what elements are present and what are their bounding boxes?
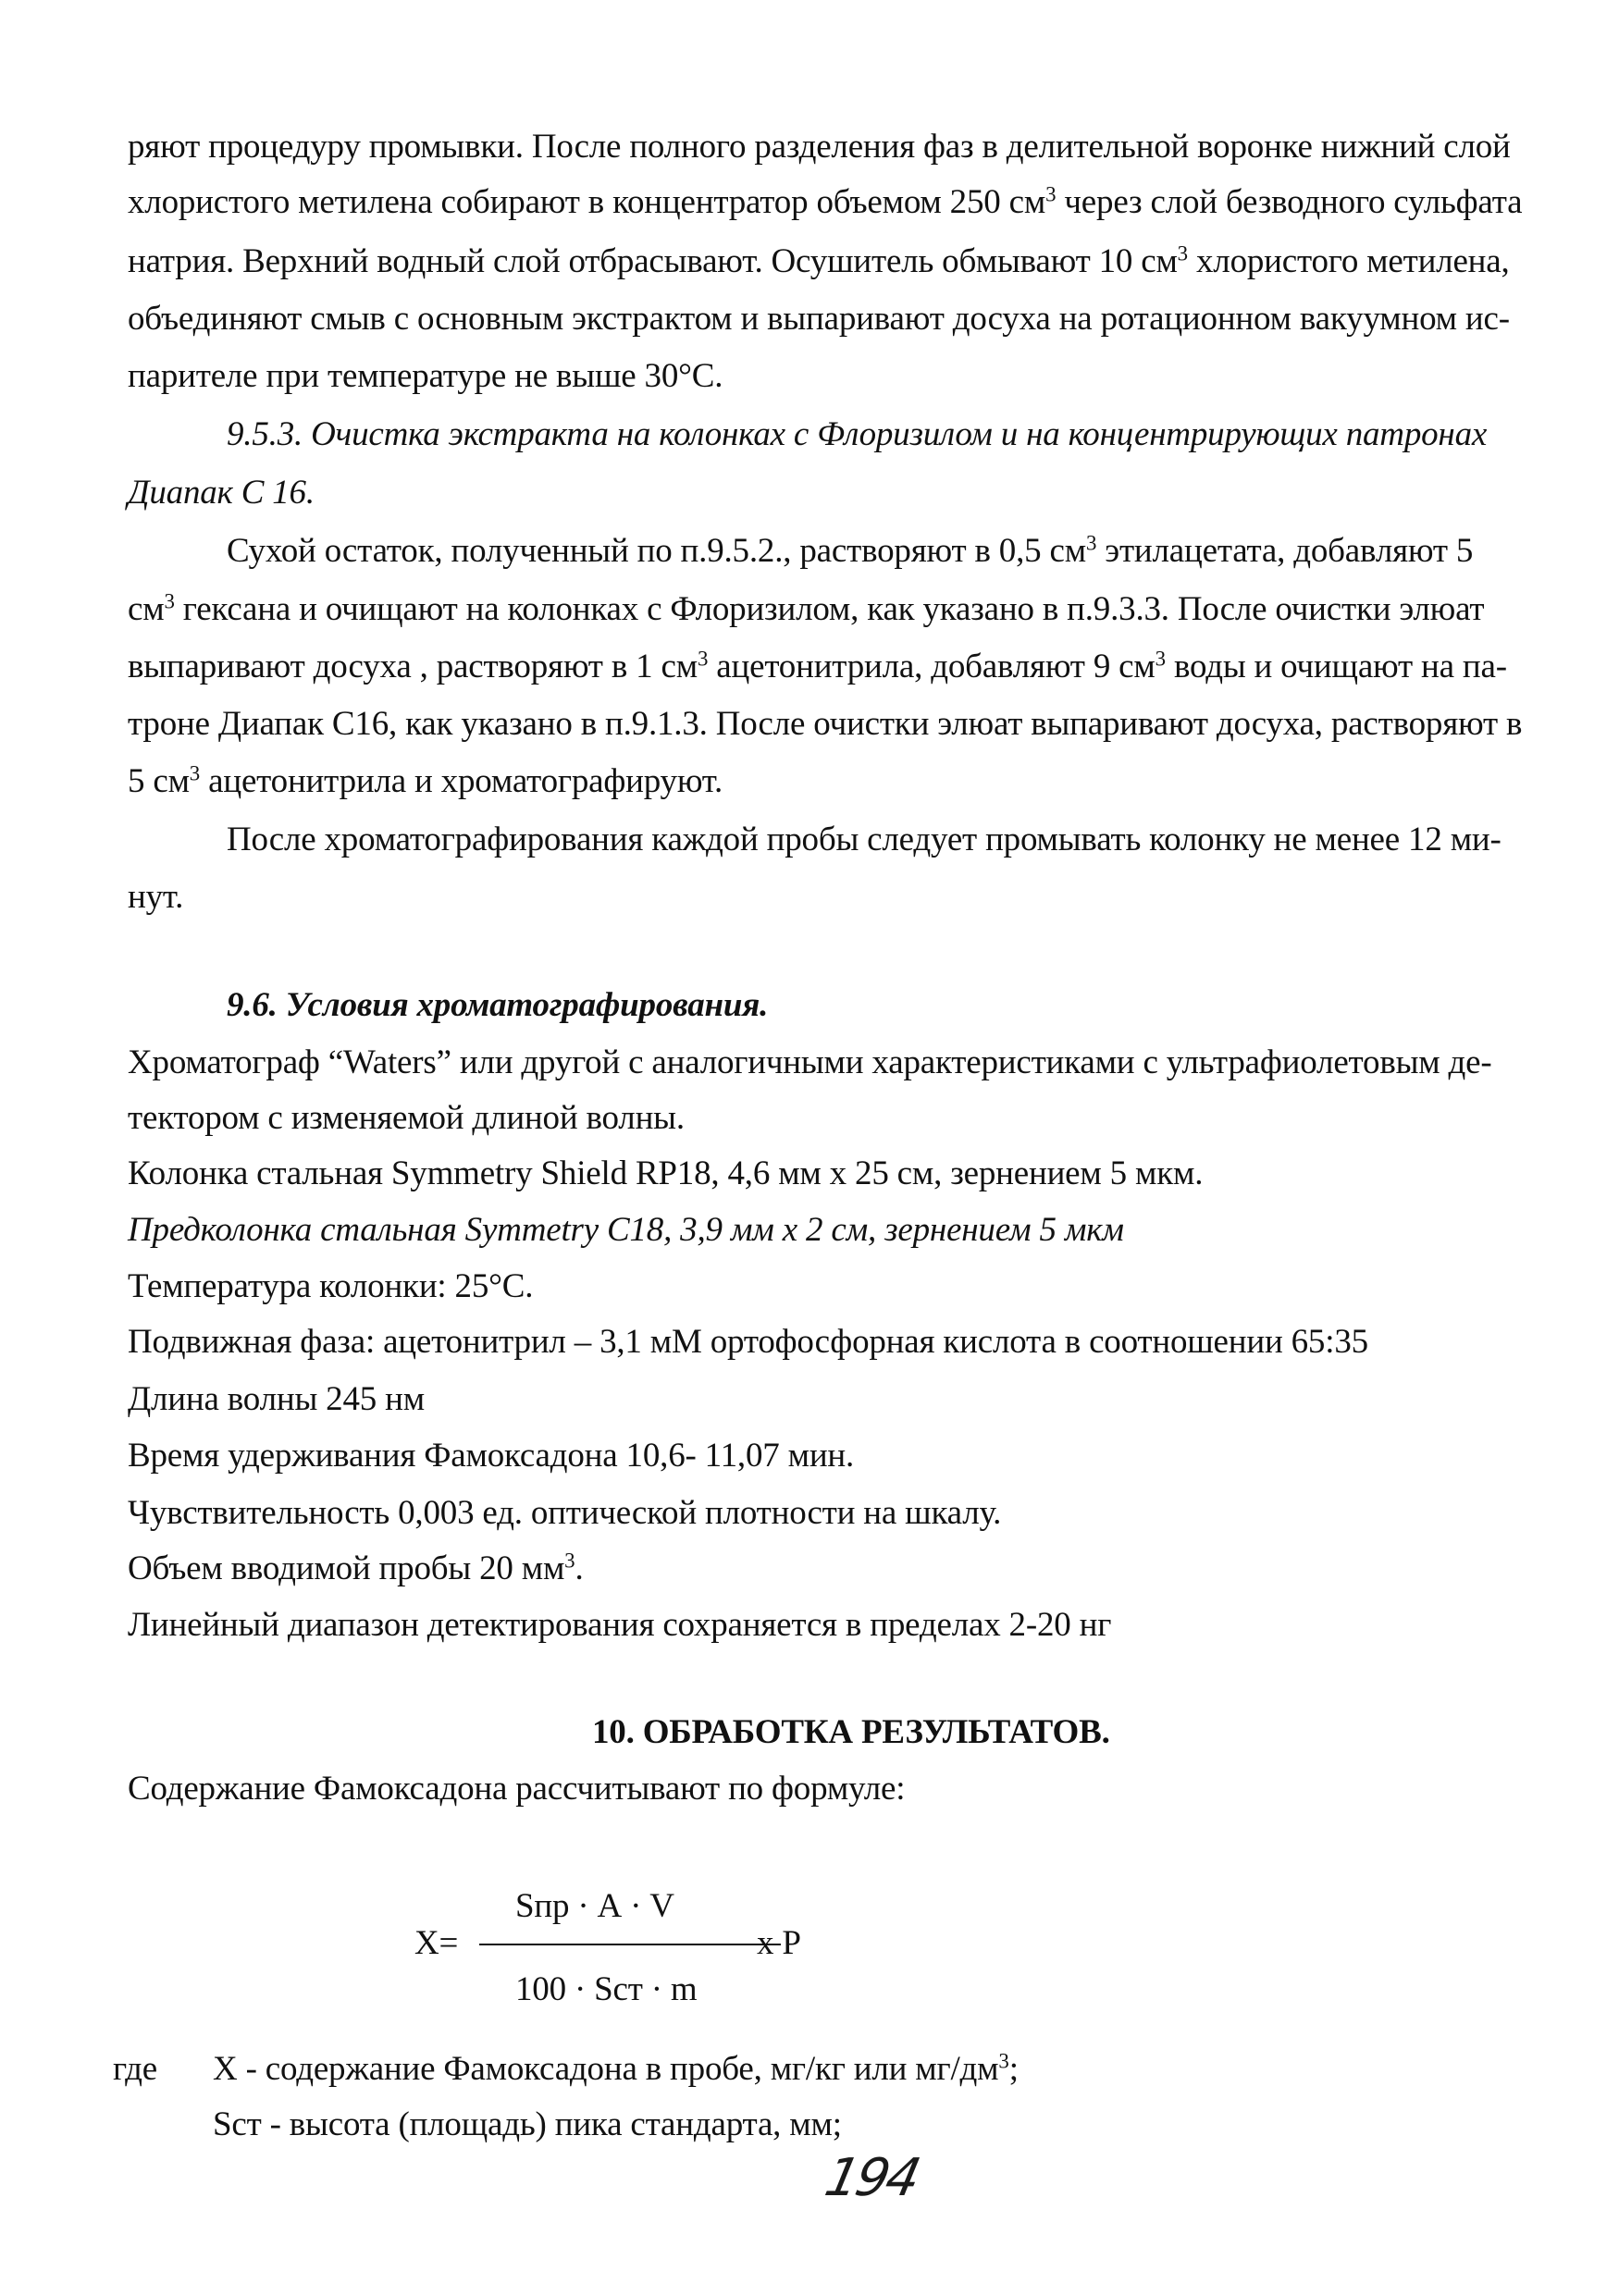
paragraph-line: Объем вводимой пробы 20 $мм^3$.	[128, 1549, 584, 1587]
paragraph-line: Температура колонки: 25°С.	[128, 1267, 534, 1305]
paragraph-line: ряют процедуру промывки. После полного разделения фаз в делительной воронке нижний слой	[128, 128, 1511, 166]
paragraph-line: троне Диапак С16, как указано в п.9.1.3. После очистки элюат выпаривают досуха, растворяют в	[128, 705, 1523, 743]
paragraph-line: Линейный диапазон детектирования сохраняется в пределах 2-20 нг	[128, 1606, 1112, 1644]
paragraph-line: Сухой остаток, полученный по п.9.5.2., растворяют в 0,5 $см^3$ этилацетата, добавляют 5	[227, 531, 1474, 570]
formula-lhs: X=	[414, 1924, 459, 1962]
section-heading: Диапак С 16.	[128, 474, 315, 512]
paragraph-line: тектором с изменяемой длиной волны.	[128, 1099, 685, 1137]
paragraph-line: натрия. Верхний водный слой отбрасывают. Осушитель обмывают 10 $см^3$ хлористого метилена,	[128, 241, 1510, 280]
section-heading: 10. ОБРАБОТКА РЕЗУЛЬТАТОВ.	[592, 1713, 1110, 1751]
where-label: где	[113, 2050, 157, 2088]
paragraph-line: выпаривают досуха , растворяют в 1 $см^3$ ацетонитрила, добавляют 9 $см^3$ воды и очищают на па-	[128, 647, 1507, 685]
definition-line: Sст - высота (площадь) пика стандарта, мм;	[213, 2105, 842, 2143]
paragraph-line: Содержание Фамоксадона рассчитывают по формуле:	[128, 1770, 906, 1808]
paragraph-line: Время удерживания Фамоксадона 10,6- 11,07 мин.	[128, 1437, 855, 1475]
section-heading: 9.6. Условия хроматографирования.	[227, 986, 769, 1024]
formula-denominator: 100 · Sст · m	[515, 1970, 698, 2008]
paragraph-line: Колонка стальная Symmetry Shield RP18, 4,6 мм х 25 см, зернением 5 мкм.	[128, 1154, 1204, 1192]
section-heading: 9.5.3. Очистка экстракта на колонках с Флоризилом и на концентрирующих патронах	[227, 415, 1488, 453]
paragraph-line: Предколонка стальная Symmetry С18, 3,9 мм х 2 см, зернением 5 мкм	[128, 1211, 1124, 1249]
paragraph-line: $см^3$ гексана и очищают на колонках с Флоризилом, как указано в п.9.3.3. После очистки элюат	[128, 589, 1485, 628]
paragraph-line: 5 $см^3$ ацетонитрила и хроматографируют.	[128, 761, 723, 800]
handwritten-page-number: 194	[820, 2148, 923, 2208]
paragraph-line: Длина волны 245 нм	[128, 1380, 425, 1418]
paragraph-line: парителе при температуре не выше 30°С.	[128, 357, 723, 395]
paragraph-line: Подвижная фаза: ацетонитрил – 3,1 мМ ортофосфорная кислота в соотношении 65:35	[128, 1323, 1368, 1361]
formula-multiplier: х Р	[757, 1924, 801, 1962]
paragraph-line: Хроматограф “Waters” или другой с аналогичными характеристиками с ультрафиолетовым де-	[128, 1043, 1492, 1081]
formula-fraction-bar	[479, 1944, 781, 1945]
definition-line: Х - содержание Фамоксадона в пробе, мг/кг или $мг/дм^3$;	[213, 2049, 1019, 2088]
paragraph-line: нут.	[128, 878, 184, 916]
paragraph-line: Чувствительность 0,003 ед. оптической плотности на шкалу.	[128, 1494, 1002, 1532]
paragraph-line: После хроматографирования каждой пробы следует промывать колонку не менее 12 ми-	[227, 821, 1502, 858]
paragraph-line: объединяют смыв с основным экстрактом и выпаривают досуха на ротационном вакуумном ис-	[128, 300, 1510, 338]
paragraph-line: хлористого метилена собирают в концентратор объемом 250 $см^3$ через слой безводного сульфата	[128, 182, 1523, 221]
formula-numerator: Sпр · А · V	[515, 1887, 674, 1925]
